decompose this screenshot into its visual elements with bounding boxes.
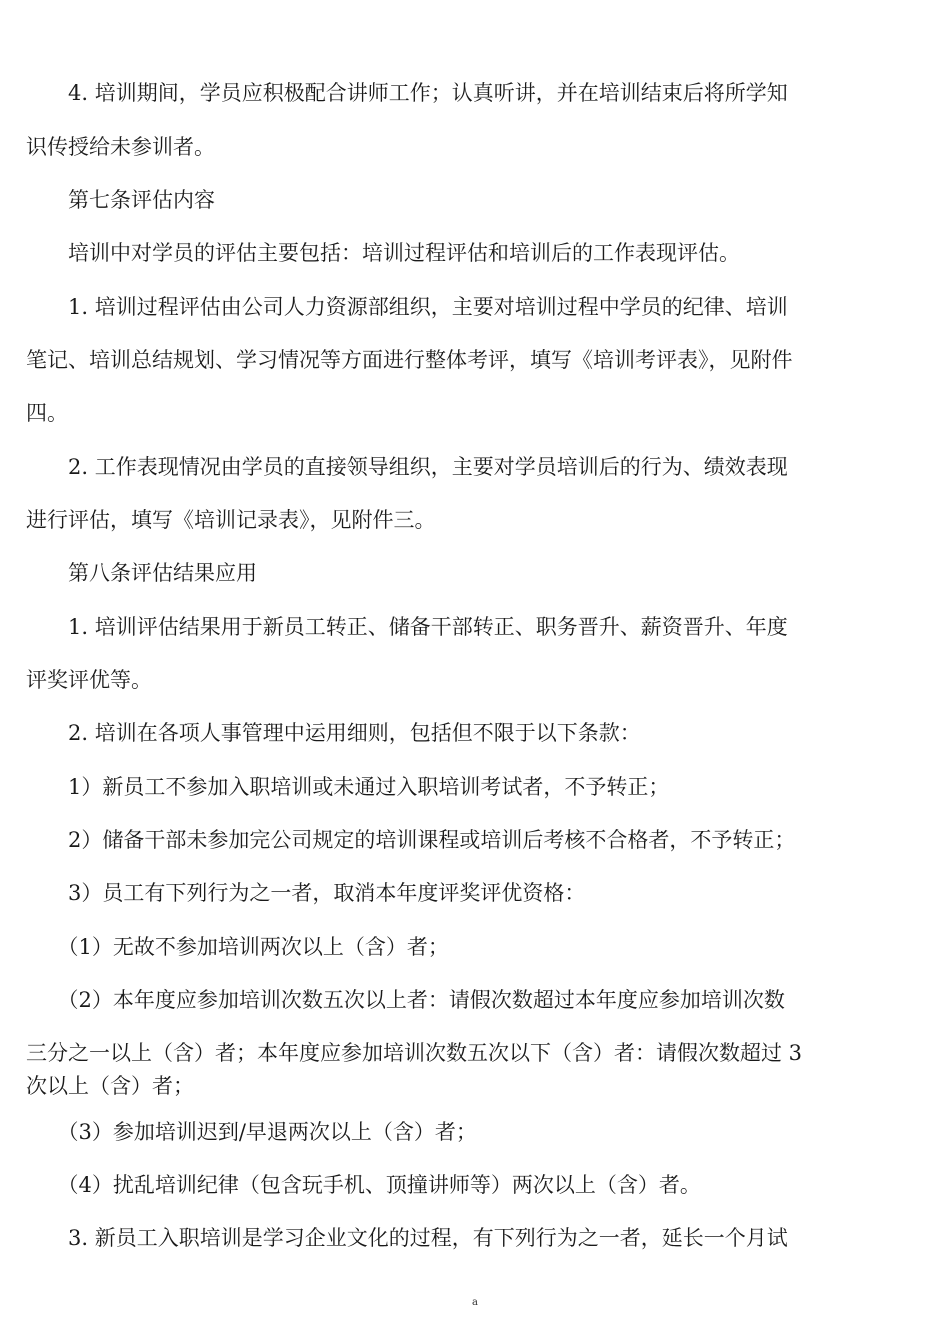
text-line: 三分之一以上（含）者；本年度应参加培训次数五次以下（含）者：请假次数超过 3 xyxy=(26,1041,803,1065)
text-line: 培训中对学员的评估主要包括：培训过程评估和培训后的工作表现评估。 xyxy=(26,241,740,265)
text-line: 2. 工作表现情况由学员的直接领导组织，主要对学员培训后的行为、绩效表现 xyxy=(26,455,788,479)
section-heading: 第八条评估结果应用 xyxy=(26,561,257,585)
list-item: （2）本年度应参加培训次数五次以上者：请假次数超过本年度应参加培训次数 xyxy=(26,988,785,1012)
text-line: 次以上（含）者； xyxy=(26,1074,194,1098)
text-line: 评奖评优等。 xyxy=(26,668,152,692)
list-item: （4）扰乱培训纪律（包含玩手机、顶撞讲师等）两次以上（含）者。 xyxy=(26,1173,701,1197)
text-line: 笔记、培训总结规划、学习情况等方面进行整体考评，填写《培训考评表》，见附件 xyxy=(26,348,793,372)
page-footer-mark: a xyxy=(472,1297,478,1308)
text-line: 四。 xyxy=(26,401,68,425)
text-line: 进行评估，填写《培训记录表》，见附件三。 xyxy=(26,508,436,532)
list-item: 3）员工有下列行为之一者，取消本年度评奖评优资格： xyxy=(26,881,586,905)
section-heading: 第七条评估内容 xyxy=(26,188,215,212)
list-item: 2）储备干部未参加完公司规定的培训课程或培训后考核不合格者，不予转正； xyxy=(26,828,796,852)
text-line: 1. 培训过程评估由公司人力资源部组织，主要对培训过程中学员的纪律、培训 xyxy=(26,295,788,319)
list-item: 1）新员工不参加入职培训或未通过入职培训考试者，不予转正； xyxy=(26,775,670,799)
list-item: （1）无故不参加培训两次以上（含）者； xyxy=(26,935,449,959)
text-line: 3. 新员工入职培训是学习企业文化的过程，有下列行为之一者，延长一个月试 xyxy=(26,1226,788,1250)
text-line: 识传授给未参训者。 xyxy=(26,135,215,159)
text-line: 2. 培训在各项人事管理中运用细则，包括但不限于以下条款： xyxy=(26,721,641,745)
text-line: 4. 培训期间，学员应积极配合讲师工作；认真听讲，并在培训结束后将所学知 xyxy=(26,81,788,105)
list-item: （3）参加培训迟到/早退两次以上（含）者； xyxy=(26,1120,477,1144)
text-line: 1. 培训评估结果用于新员工转正、储备干部转正、职务晋升、薪资晋升、年度 xyxy=(26,615,788,639)
